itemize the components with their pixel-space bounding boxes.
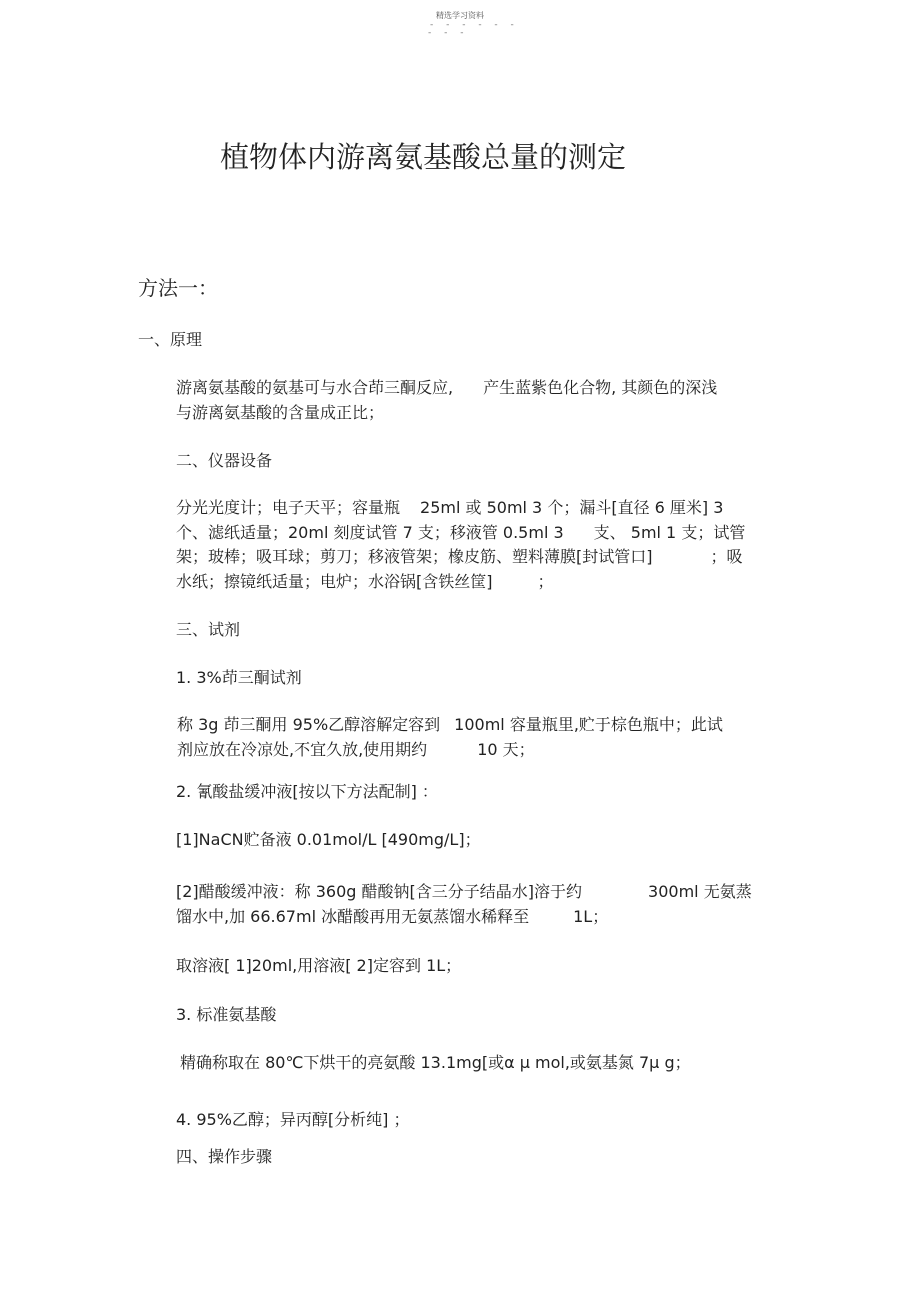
equipment-line4b: ；	[537, 571, 554, 591]
header-dashes: - - -	[428, 28, 469, 38]
reagent-2-sub2	[176, 880, 752, 929]
reagent-3-text: 精确称取在 80℃下烘干的亮氨酸 13.1mg[或α μ mol,或氨基氮 7μ g；	[180, 1053, 691, 1072]
reagent-1-line1b: 100ml 容量瓶里,贮于棕色瓶中；此试	[454, 715, 723, 734]
reagent-2-sub2-line2b: 1L；	[573, 906, 609, 926]
reagent-3-title: 3. 标准氨基酸	[176, 1005, 277, 1024]
equipment-line1a: 分光光度计；电子天平；容量瓶	[176, 498, 401, 517]
reagent-2-title: 2. 氰酸盐缓冲液[按以下方法配制] ：	[176, 782, 438, 801]
page-title: 植物体内游离氨基酸总量的测定	[220, 140, 627, 174]
principle-line1b: 产生蓝紫色化合物, 其颜色的深浅	[483, 378, 718, 397]
equipment-text	[176, 496, 745, 594]
procedure-heading: 四、操作步骤	[176, 1147, 273, 1166]
equipment-line2b: 支、 5ml 1 支；试管	[593, 522, 746, 542]
reagent-2-sub2-line2a: 馏水中,加 66.67ml 冰醋酸再用无氨蒸馏水稀释至	[176, 906, 530, 926]
principle-line1a: 游离氨基酸的氨基可与水合茚三酮反应,	[176, 378, 454, 397]
reagent-2-mix: 取溶液[ 1]20ml,用溶液[ 2]定容到 1L；	[176, 956, 462, 975]
equipment-line1b: 25ml 或 50ml 3 个；漏斗[直径 6 厘米] 3	[420, 498, 724, 517]
reagent-2-sub1: [1]NaCN贮备液 0.01mol/L [490mg/L]；	[176, 830, 481, 849]
header-dashes: - - - - - -	[430, 20, 519, 30]
equipment-line2a: 个、滤纸适量；20ml 刻度试管 7 支；移液管 0.5ml 3	[176, 522, 564, 542]
principle-heading: 一、原理	[138, 330, 203, 349]
reagent-4-title: 4. 95%乙醇；异丙醇[分析纯] ；	[176, 1110, 410, 1129]
equipment-heading: 二、仪器设备	[176, 451, 273, 470]
equipment-line3b: ；吸	[710, 547, 743, 566]
header-note: 精选学习资料	[436, 11, 484, 20]
reagent-2-sub2-line1b: 300ml 无氨蒸	[648, 882, 752, 901]
equipment-line3a: 架；玻棒；吸耳球；剪刀；移液管架；橡皮筋、塑料薄膜[封试管口]	[176, 547, 653, 566]
reagent-2-sub2-line1a: [2]醋酸缓冲液：称 360g 醋酸钠[含三分子结晶水]溶于约	[176, 882, 583, 901]
method-heading: 方法一：	[138, 276, 218, 300]
reagent-1-line2b: 10 天；	[477, 739, 535, 759]
principle-line2: 与游离氨基酸的含量成正比；	[176, 402, 385, 422]
reagent-1-line2a: 剂应放在冷凉处,不宜久放,使用期约	[177, 739, 428, 759]
reagent-1-line1a: 称 3g 茚三酮用 95%乙醇溶解定容到	[177, 715, 441, 734]
reagent-1-text	[177, 713, 723, 762]
principle-text	[176, 376, 717, 425]
reagents-heading: 三、试剂	[176, 620, 241, 639]
reagent-1-title: 1. 3%茚三酮试剂	[176, 668, 302, 687]
equipment-line4a: 水纸；擦镜纸适量；电炉；水浴锅[含铁丝筐]	[176, 571, 493, 591]
